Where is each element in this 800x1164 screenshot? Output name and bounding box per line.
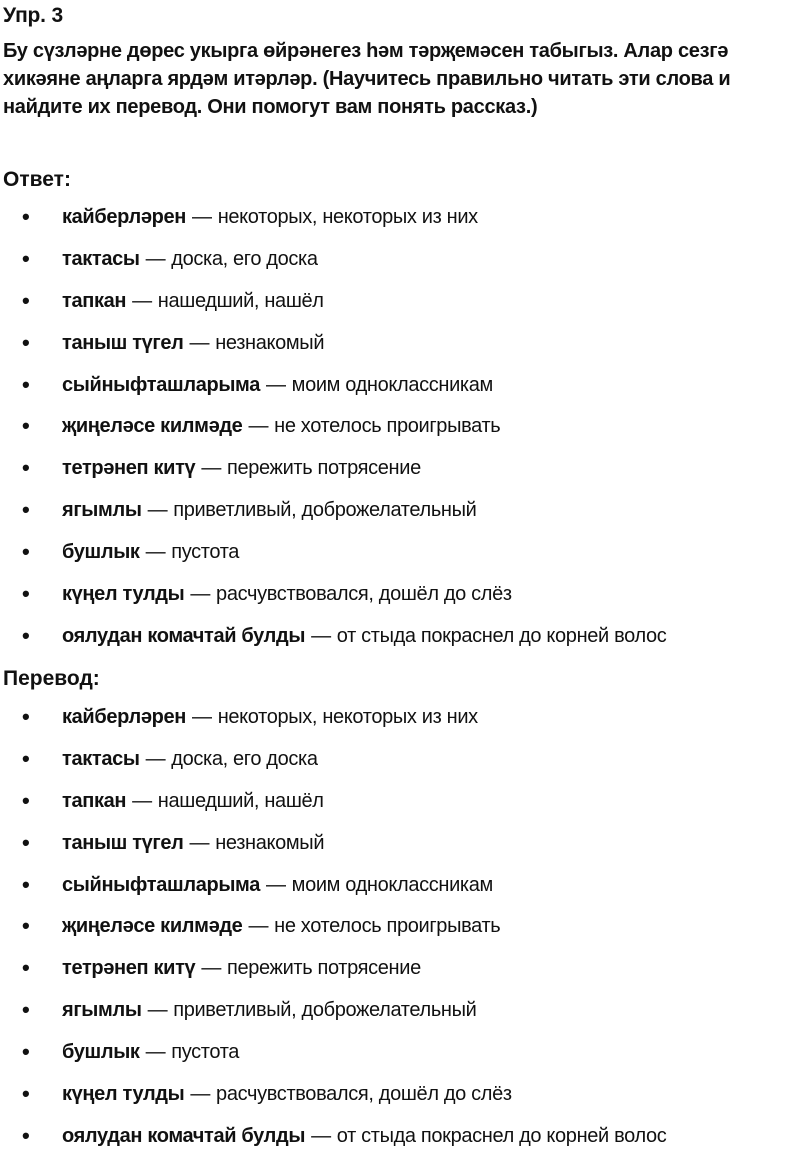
vocab-translation: пережить потрясение	[226, 957, 421, 980]
vocab-item	[0, 538, 800, 580]
vocab-item	[0, 745, 800, 787]
bullet-icon: •	[22, 413, 30, 439]
vocab-item	[0, 580, 800, 622]
bullet-icon: •	[22, 371, 30, 397]
vocab-term: күңел тулды	[62, 1083, 185, 1106]
vocab-item	[0, 371, 800, 413]
vocab-entry	[62, 745, 318, 773]
bullet-icon: •	[22, 622, 30, 648]
vocab-dash: —	[266, 873, 286, 896]
vocab-term: кайберләрен	[62, 206, 187, 228]
vocab-entry	[62, 203, 478, 231]
vocab-dash: —	[145, 747, 166, 770]
bullet-icon: •	[22, 1122, 30, 1148]
vocab-translation: от стыда покраснел до корней волос	[336, 624, 667, 647]
vocab-entry	[62, 996, 476, 1024]
vocab-entry	[62, 371, 493, 399]
vocab-item	[0, 703, 800, 745]
vocab-translation: приветливый, доброжелательный	[173, 999, 477, 1022]
vocab-item	[0, 329, 800, 371]
vocab-translation: незнакомый	[215, 331, 325, 354]
vocab-term: тапкан	[62, 789, 127, 812]
bullet-icon: •	[22, 455, 30, 481]
vocab-term: оялудан комачтай булды	[62, 1124, 306, 1147]
vocab-term: кайберләрен	[62, 706, 187, 728]
bullet-icon: •	[22, 581, 30, 607]
vocab-entry	[62, 1038, 239, 1066]
vocab-dash: —	[201, 457, 221, 480]
vocab-term: тетрәнеп китү	[62, 457, 196, 480]
vocab-term: сыйныфташларыма	[62, 873, 261, 896]
vocab-dash: —	[132, 789, 152, 812]
bullet-icon: •	[22, 1081, 30, 1107]
vocab-dash: —	[147, 499, 168, 522]
vocab-entry	[62, 287, 324, 315]
vocab-term: тетрәнеп китү	[62, 957, 196, 980]
bullet-icon: •	[22, 497, 30, 523]
vocab-dash: —	[145, 1041, 166, 1064]
vocab-translation: доска, его доска	[171, 747, 318, 770]
bullet-icon: •	[22, 913, 30, 939]
vocab-item	[0, 454, 800, 496]
vocab-item	[0, 829, 800, 871]
vocab-translation: от стыда покраснел до корней волос	[336, 1124, 667, 1147]
vocab-item	[0, 203, 800, 245]
vocab-translation: доска, его доска	[171, 247, 318, 270]
vocab-item	[0, 1038, 800, 1080]
vocab-item	[0, 1122, 800, 1164]
vocab-item	[0, 287, 800, 329]
vocab-dash: —	[189, 331, 210, 354]
vocab-entry	[62, 622, 666, 650]
bullet-icon: •	[22, 955, 30, 981]
vocab-translation: пустота	[171, 1041, 240, 1064]
vocab-item	[0, 496, 800, 538]
vocab-translation: расчувствовался, дошёл до слёз	[216, 1083, 512, 1106]
vocab-item	[0, 954, 800, 996]
vocab-translation: моим одноклассникам	[291, 873, 493, 896]
vocab-entry	[62, 538, 239, 566]
vocab-entry	[62, 829, 324, 857]
vocab-term: күңел тулды	[62, 583, 185, 606]
vocab-translation: пустота	[171, 541, 240, 564]
vocab-item	[0, 996, 800, 1038]
vocab-item	[0, 1080, 800, 1122]
answer-heading: Ответ:	[3, 168, 71, 191]
bullet-icon: •	[22, 204, 30, 229]
vocab-term: бушлык	[62, 1041, 140, 1064]
bullet-icon: •	[22, 539, 30, 565]
vocab-translation: нашедший, нашёл	[157, 789, 324, 812]
vocab-translation: некоторых, некоторых из них	[217, 706, 478, 728]
bullet-icon: •	[22, 1039, 30, 1065]
vocab-item	[0, 912, 800, 954]
vocab-term: тапкан	[62, 289, 127, 312]
vocab-entry	[62, 496, 476, 524]
vocab-term: бушлык	[62, 541, 140, 564]
vocab-translation: расчувствовался, дошёл до слёз	[216, 583, 512, 606]
vocab-dash: —	[147, 999, 168, 1022]
vocab-item	[0, 787, 800, 829]
vocab-entry	[62, 871, 493, 899]
vocab-entry	[62, 787, 324, 815]
translation-heading: Перевод:	[3, 667, 100, 690]
vocab-dash: —	[145, 541, 166, 564]
bullet-icon: •	[22, 829, 30, 855]
vocab-dash: —	[311, 1124, 331, 1147]
vocab-term: сыйныфташларыма	[62, 373, 261, 396]
vocab-term: җиңеләсе килмәде	[62, 915, 243, 938]
vocab-term: тактасы	[62, 747, 140, 770]
vocab-dash: —	[311, 624, 331, 647]
vocab-item	[0, 412, 800, 454]
vocab-dash: —	[132, 289, 152, 312]
vocab-term: оялудан комачтай булды	[62, 624, 306, 647]
vocab-entry	[62, 245, 318, 273]
vocab-dash: —	[145, 247, 166, 270]
vocab-dash: —	[192, 706, 212, 728]
vocab-dash: —	[201, 957, 221, 980]
vocab-dash: —	[266, 373, 286, 396]
vocab-item	[0, 871, 800, 913]
vocab-dash: —	[248, 415, 269, 438]
bullet-icon: •	[22, 287, 30, 313]
vocab-entry	[62, 329, 324, 357]
vocab-dash: —	[189, 831, 210, 854]
vocab-term: таныш түгел	[62, 831, 184, 854]
vocab-translation: нашедший, нашёл	[157, 289, 324, 312]
vocab-entry	[62, 912, 500, 940]
bullet-icon: •	[22, 997, 30, 1023]
vocab-dash: —	[190, 583, 211, 606]
bullet-icon: •	[22, 787, 30, 813]
vocab-translation: некоторых, некоторых из них	[217, 206, 478, 228]
vocab-translation: приветливый, доброжелательный	[173, 499, 477, 522]
translation-list	[0, 703, 800, 1164]
vocab-term: ягымлы	[62, 999, 142, 1022]
vocab-translation: пережить потрясение	[226, 457, 421, 480]
exercise-title: Упр. 3	[3, 4, 63, 27]
bullet-icon: •	[22, 745, 30, 771]
answer-list	[0, 203, 800, 664]
vocab-entry	[62, 1122, 666, 1150]
vocab-term: таныш түгел	[62, 331, 184, 354]
vocab-term: тактасы	[62, 247, 140, 270]
vocab-item	[0, 622, 800, 664]
vocab-entry	[62, 580, 512, 608]
vocab-term: ягымлы	[62, 499, 142, 522]
bullet-icon: •	[22, 329, 30, 355]
vocab-translation: не хотелось проигрывать	[274, 415, 501, 438]
vocab-term: җиңеләсе килмәде	[62, 415, 243, 438]
vocab-entry	[62, 703, 478, 731]
vocab-dash: —	[190, 1083, 211, 1106]
vocab-entry	[62, 954, 421, 982]
vocab-translation: моим одноклассникам	[291, 373, 493, 396]
vocab-dash: —	[192, 206, 212, 228]
bullet-icon: •	[22, 245, 30, 271]
vocab-translation: незнакомый	[215, 831, 325, 854]
vocab-translation: не хотелось проигрывать	[274, 915, 501, 938]
vocab-item	[0, 245, 800, 287]
vocab-dash: —	[248, 915, 269, 938]
vocab-entry	[62, 412, 500, 440]
vocab-entry	[62, 454, 421, 482]
task-text: Бу сүзләрне дөрес укырга өйрәнегез һәм тәрҗемәсен табыгыз. Алар сезгә хикәяне аңларга ярдәм итәрләр. (Научитесь правильно читать эти слова и найдите их перевод. Они помогут вам понять рассказ.)	[3, 40, 731, 118]
bullet-icon: •	[22, 704, 30, 729]
bullet-icon: •	[22, 871, 30, 897]
vocab-entry	[62, 1080, 512, 1108]
